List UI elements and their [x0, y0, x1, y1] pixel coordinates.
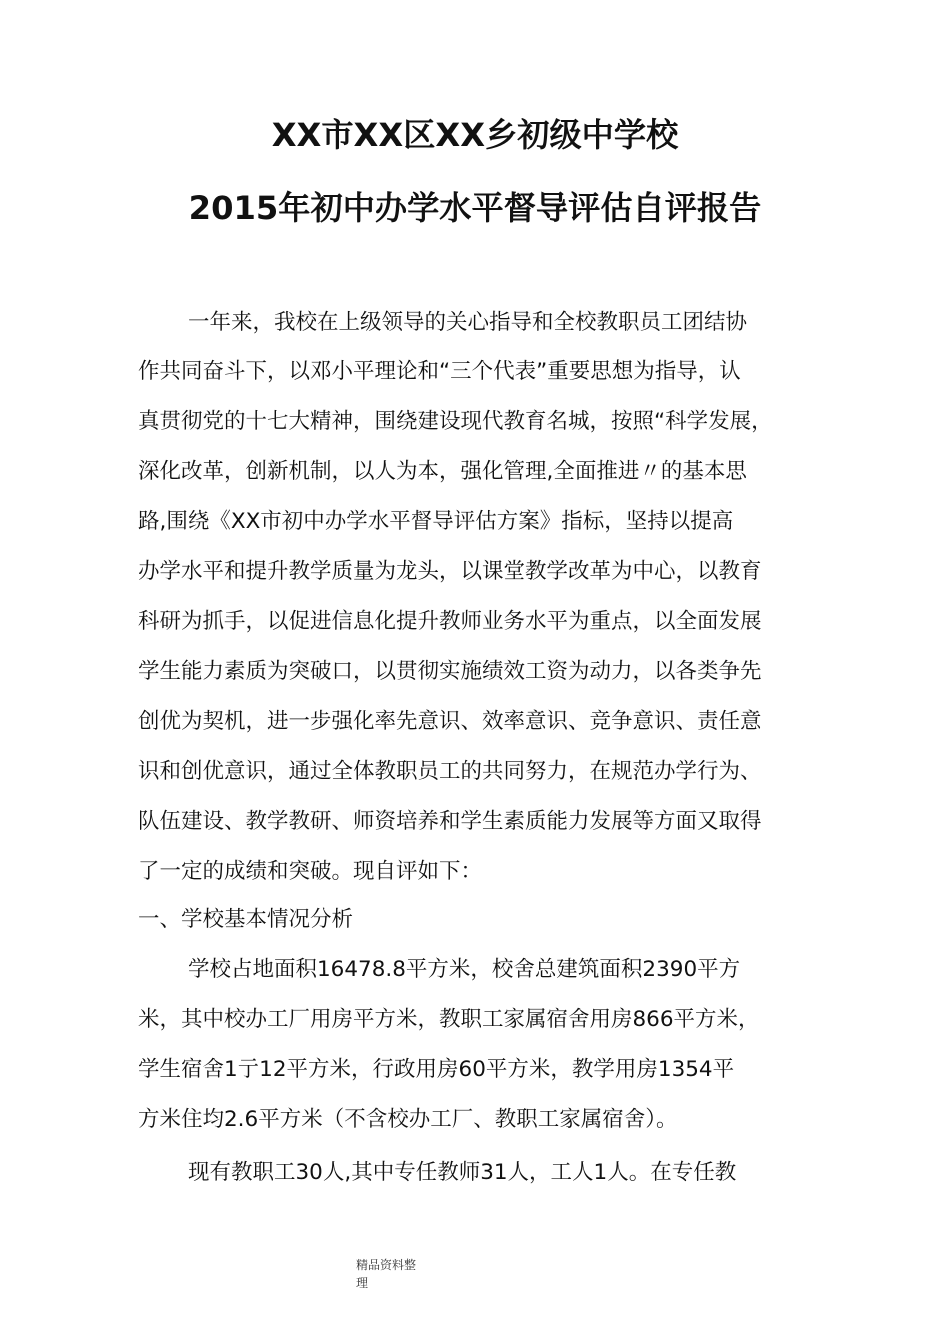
footer-note-continued: 理: [356, 1276, 369, 1290]
paragraph-line: 方米住均2.6平方米（不含校办工厂、教职工家属宿舍）。: [138, 1107, 678, 1132]
paragraph-line: 作共同奋斗下，以邓小平理论和“三个代表”重要思想为指导，认: [138, 359, 741, 384]
paragraph-line: 创优为契机，进一步强化率先意识、效率意识、竞争意识、责任意: [138, 709, 762, 734]
paragraph-line: 真贯彻党的十七大精神，围绕建设现代教育名城，按照“科学发展，: [138, 409, 773, 434]
paragraph-line: 学生能力素质为突破口，以贯彻实施绩效工资为动力，以各类争先: [138, 659, 762, 684]
paragraph-line: 现有教职工30人,其中专任教师31人，工人1人。在专任教: [188, 1160, 737, 1185]
paragraph-line: 办学水平和提升教学质量为龙头，以课堂教学改革为中心，以教育: [138, 559, 762, 584]
paragraph-line: 一年来，我校在上级领导的关心指导和全校教职员工团结协: [188, 310, 748, 335]
paragraph-line: 识和创优意识，通过全体教职员工的共同努力，在规范办学行为、: [138, 759, 762, 784]
section-heading: 一、学校基本情况分析: [138, 907, 354, 932]
document-title-report: 2015年初中办学水平督导评估自评报告: [188, 189, 762, 227]
paragraph-line: 队伍建设、教学教研、师资培养和学生素质能力发展等方面又取得: [138, 809, 762, 834]
paragraph-line: 科研为抓手，以促进信息化提升教师业务水平为重点，以全面发展: [138, 609, 762, 634]
paragraph-line: 学生宿舍1亍12平方米，行政用房60平方米，教学用房1354平: [138, 1057, 735, 1082]
footer-note: 精品资料整: [356, 1258, 417, 1272]
paragraph-line: 学校占地面积16478.8平方米，校舍总建筑面积2390平方: [188, 957, 741, 982]
paragraph-line: 了一定的成绩和突破。现自评如下：: [138, 859, 483, 884]
paragraph-line: 深化改革，创新机制，以人为本，强化管理,全面推进〃的基本思: [138, 459, 747, 484]
paragraph-line: 米，其中校办工厂用房平方米，教职工家属宿舍用房866平方米，: [138, 1007, 760, 1032]
paragraph-line: 路,围绕《XX市初中办学水平督导评估方案》指标，坚持以提高: [138, 509, 734, 534]
document-title-school: XX市XX区XX乡初级中学校: [271, 116, 679, 154]
